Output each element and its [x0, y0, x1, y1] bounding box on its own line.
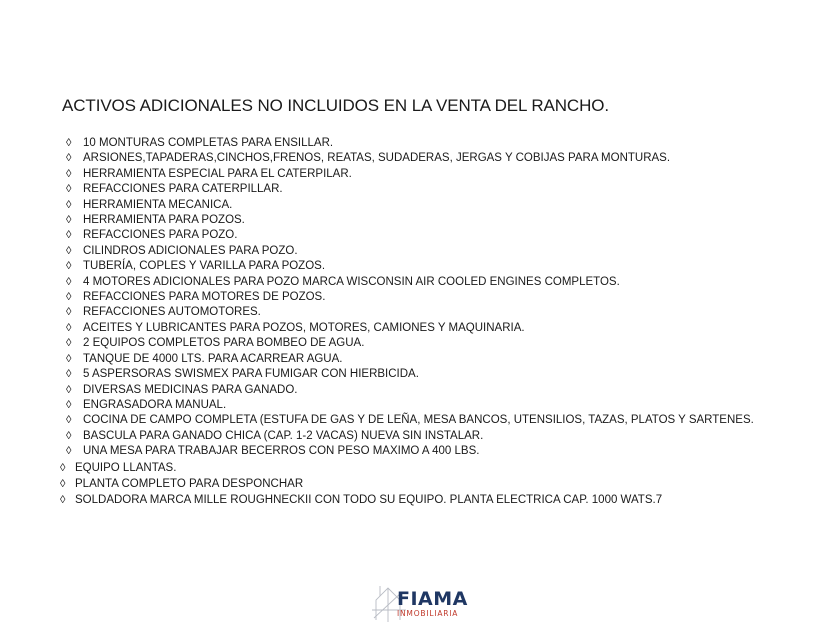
list-item-text: TUBERÍA, COPLES Y VARILLA PARA POZOS. — [83, 260, 326, 273]
diamond-bullet-icon: ◊ — [66, 137, 72, 149]
list-item-text: 10 MONTURAS COMPLETAS PARA ENSILLAR. — [83, 137, 334, 149]
page-title: ACTIVOS ADICIONALES NO INCLUIDOS EN LA VENTA DEL RANCHO. — [62, 96, 610, 115]
diamond-bullet-icon: ◊ — [66, 306, 72, 319]
list-item — [66, 167, 794, 182]
diamond-bullet-icon: ◊ — [66, 321, 72, 334]
diamond-bullet-icon: ◊ — [66, 229, 72, 242]
list-item-text: TANQUE DE 4000 LTS. PARA ACARREAR AGUA. — [83, 352, 343, 365]
list-item — [66, 213, 794, 228]
list-item-text: REFACCIONES AUTOMOTORES. — [83, 306, 261, 319]
diamond-bullet-icon: ◊ — [66, 198, 72, 211]
list-item-text: HERRAMIENTA ESPECIAL PARA EL CATERPILAR. — [83, 167, 352, 180]
list-item — [66, 244, 794, 259]
list-item-text: REFACCIONES PARA MOTORES DE POZOS. — [83, 291, 326, 304]
diamond-bullet-icon: ◊ — [66, 260, 72, 273]
diamond-bullet-icon: ◊ — [66, 167, 72, 180]
list-item-text: COCINA DE CAMPO COMPLETA (ESTUFA DE GAS Y DE LEÑA, MESA BANCOS, UTENSILIOS, TAZAS, PLATOS Y SARTENES. — [83, 414, 754, 427]
list-item-text: CILINDROS ADICIONALES PARA POZO. — [83, 244, 298, 257]
list-item-text: ACEITES Y LUBRICANTES PARA POZOS, MOTORES, CAMIONES Y MAQUINARIA. — [83, 321, 525, 334]
list-item-text: HERRAMIENTA MECANICA. — [83, 198, 233, 211]
diamond-bullet-icon: ◊ — [66, 183, 72, 196]
list-item-text: DIVERSAS MEDICINAS PARA GANADO. — [83, 383, 298, 396]
list-item-text: UNA MESA PARA TRABAJAR BECERROS CON PESO MAXIMO A 400 LBS. — [83, 445, 480, 458]
list-item-text: ENGRASADORA MANUAL. — [83, 398, 227, 411]
list-item — [66, 383, 794, 398]
diamond-bullet-icon: ◊ — [66, 352, 72, 365]
diamond-bullet-icon: ◊ — [60, 494, 66, 507]
list-item — [66, 429, 794, 444]
list-item-text: REFACCIONES PARA POZO. — [83, 229, 238, 242]
list-item-text: BASCULA PARA GANADO CHICA (CAP. 1-2 VACAS) NUEVA SIN INSTALAR. — [83, 429, 484, 442]
list-item — [66, 182, 794, 197]
list-item — [66, 444, 794, 459]
list-item-text: REFACCIONES PARA CATERPILLAR. — [83, 183, 283, 196]
diamond-bullet-icon: ◊ — [66, 214, 72, 227]
diamond-bullet-icon: ◊ — [66, 244, 72, 257]
diamond-bullet-icon: ◊ — [66, 414, 72, 427]
list-item-text: 4 MOTORES ADICIONALES PARA POZO MARCA WISCONSIN AIR COOLED ENGINES COMPLETOS. — [83, 275, 620, 288]
diamond-bullet-icon: ◊ — [60, 461, 66, 474]
list-item-text: EQUIPO LLANTAS. — [75, 461, 177, 474]
diamond-bullet-icon: ◊ — [66, 445, 72, 458]
list-item-text: HERRAMIENTA PARA POZOS. — [83, 214, 245, 227]
diamond-bullet-icon: ◊ — [66, 275, 72, 288]
diamond-bullet-icon: ◊ — [66, 429, 72, 442]
list-item — [66, 398, 794, 413]
diamond-bullet-icon: ◊ — [66, 152, 72, 165]
list-item — [66, 259, 794, 274]
list-item — [66, 367, 794, 382]
list-item-text: 5 ASPERSORAS SWISMEX PARA FUMIGAR CON HIERBICIDA. — [83, 368, 419, 381]
list-item — [66, 336, 794, 351]
diamond-bullet-icon: ◊ — [60, 477, 66, 490]
diamond-bullet-icon: ◊ — [66, 337, 72, 350]
diamond-bullet-icon: ◊ — [66, 368, 72, 381]
list-item — [66, 290, 794, 305]
list-item-text: 2 EQUIPOS COMPLETOS PARA BOMBEO DE AGUA. — [83, 337, 365, 350]
diamond-bullet-icon: ◊ — [66, 398, 72, 411]
list-item-text: PLANTA COMPLETO PARA DESPONCHAR — [75, 477, 304, 490]
list-item — [60, 477, 794, 492]
list-item — [66, 136, 794, 151]
diamond-bullet-icon: ◊ — [66, 291, 72, 304]
list-item — [66, 321, 794, 336]
logo-subtitle: INMOBILIARIA — [397, 609, 459, 618]
list-item — [66, 275, 794, 290]
list-item — [66, 413, 794, 428]
logo-name: FIAMA — [397, 588, 468, 610]
list-item — [66, 198, 794, 213]
fiama-logo — [372, 582, 492, 622]
diamond-bullet-icon: ◊ — [66, 383, 72, 396]
list-item — [66, 151, 794, 166]
list-item — [66, 352, 794, 367]
asset-list — [60, 136, 794, 509]
list-item-text: SOLDADORA MARCA MILLE ROUGHNECKII CON TODO SU EQUIPO. PLANTA ELECTRICA CAP. 1000 WATS.7 — [75, 494, 663, 507]
list-item-text: ARSIONES,TAPADERAS,CINCHOS,FRENOS, REATAS, SUDADERAS, JERGAS Y COBIJAS PARA MONTURAS. — [83, 152, 671, 165]
list-item — [60, 493, 794, 508]
list-item — [66, 305, 794, 320]
list-item — [66, 228, 794, 243]
list-item — [60, 461, 794, 476]
